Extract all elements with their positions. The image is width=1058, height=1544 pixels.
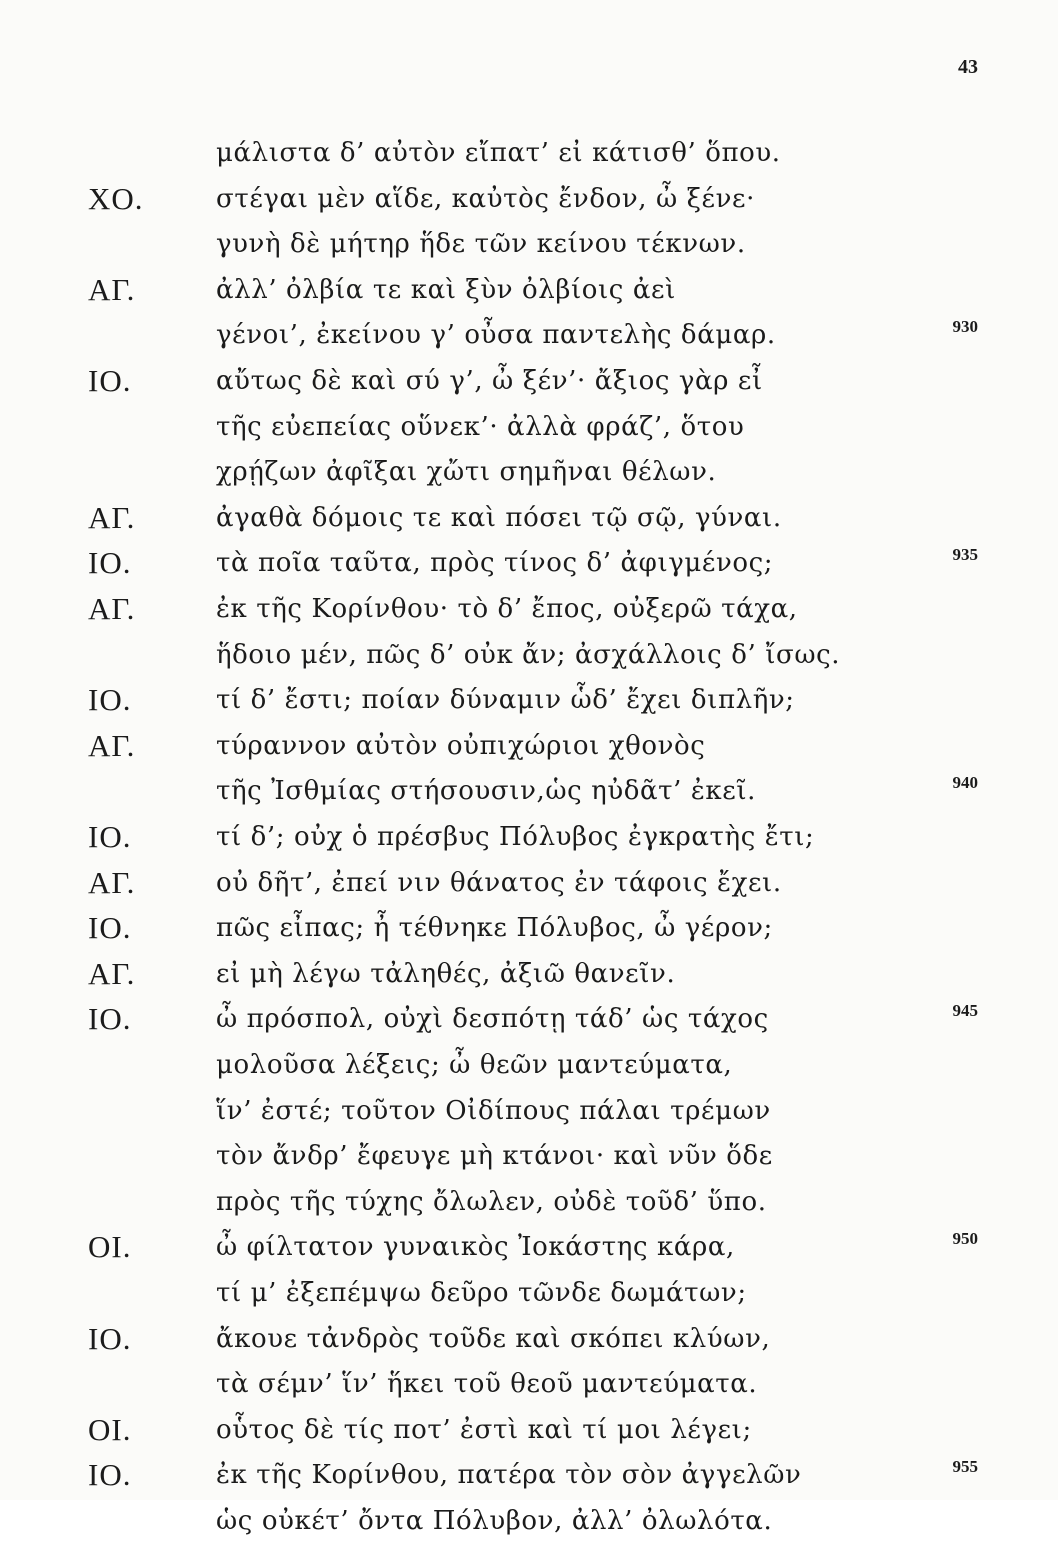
verse-line	[0, 905, 1058, 951]
verse-line	[0, 221, 1058, 267]
verse-line	[0, 1316, 1058, 1362]
verse-line	[0, 1452, 1058, 1498]
speaker-label: ΙΟ.	[88, 545, 132, 581]
speaker-label: ΟΙ.	[88, 1229, 132, 1265]
verse-line	[0, 677, 1058, 723]
verse-line	[0, 540, 1058, 586]
verse-text: στέγαι μὲν αἵδε, καὐτὸς ἔνδον, ὦ ξένε·	[216, 183, 755, 214]
verse-text: ἄκουε τἀνδρὸς τοῦδε καὶ σκόπει κλύων,	[216, 1323, 771, 1354]
verse-text: χρῄζων ἀφῖξαι χὤτι σημῆναι θέλων.	[216, 457, 717, 488]
speaker-label: ΑΓ.	[88, 271, 136, 307]
speaker-label: ΙΟ.	[88, 819, 132, 854]
speaker-label: ΧΟ.	[88, 180, 144, 216]
line-number: 935	[952, 545, 978, 565]
verse-text: ὦ φίλτατον γυναικὸς Ἰοκάστης κάρα,	[216, 1232, 735, 1263]
speaker-label: ΟΙ.	[88, 1411, 132, 1447]
verse-line	[0, 358, 1058, 404]
line-number: 955	[952, 1457, 978, 1477]
verse-text: τύραννον αὐτὸν οὐπιχώριοι χθονὸς	[216, 730, 706, 761]
verse-text: ἵν’ ἐστέ; τοῦτον Οἰδίπους πάλαι τρέμων	[216, 1095, 771, 1126]
line-number: 940	[952, 773, 978, 793]
speaker-label: ΙΟ.	[88, 910, 132, 946]
verse-line	[0, 1042, 1058, 1088]
verse-text: μάλιστα δ’ αὐτὸν εἴπατ’ εἰ κάτισθ’ ὅπου.	[216, 138, 781, 168]
speaker-label: ΑΓ.	[88, 864, 136, 900]
verse-text: τῆς εὐεπείας οὕνεκ’· ἀλλὰ φράζ’, ὅτου	[216, 411, 745, 442]
line-number: 950	[952, 1229, 978, 1249]
verse-line	[0, 814, 1058, 860]
verse-line	[0, 586, 1058, 632]
verse-line	[0, 495, 1058, 541]
verse-line	[0, 1133, 1058, 1179]
verse-text: πρὸς τῆς τύχης ὄλωλεν, οὐδὲ τοῦδ’ ὕπο.	[216, 1186, 767, 1217]
speaker-label: ΑΓ.	[88, 499, 136, 535]
verse-line	[0, 176, 1058, 222]
speaker-label: ΑΓ.	[88, 955, 136, 991]
verse-text: ὦ πρόσπολ, οὐχὶ δεσπότῃ τάδ’ ὡς τάχος	[216, 1004, 769, 1035]
verse-text: ἐκ τῆς Κορίνθου· τὸ δ’ ἔπος, οὐξερῶ τάχα,	[216, 594, 798, 624]
verse-text: αὔτως δὲ καὶ σύ γ’, ὦ ξέν’· ἄξιος γὰρ εἶ	[216, 366, 763, 396]
speaker-label: ΙΟ.	[88, 1001, 132, 1037]
speaker-label: ΙΟ.	[88, 682, 132, 718]
verse-text: τὰ σέμν’ ἵν’ ἥκει τοῦ θεοῦ μαντεύματα.	[216, 1369, 758, 1400]
verse-line	[0, 404, 1058, 450]
line-number: 930	[952, 317, 978, 337]
speaker-label: ΑΓ.	[88, 727, 136, 763]
verse-line	[0, 130, 1058, 176]
page-number: 43	[958, 56, 978, 78]
verse-line	[0, 1498, 1058, 1544]
verse-line	[0, 860, 1058, 906]
verse-line	[0, 1270, 1058, 1316]
verse-text: ὡς οὐκέτ’ ὄντα Πόλυβον, ἀλλ’ ὀλωλότα.	[216, 1506, 773, 1536]
verse-line	[0, 996, 1058, 1042]
verse-text: τί μ’ ἐξεπέμψω δεῦρο τῶνδε δωμάτων;	[216, 1278, 747, 1308]
verse-line	[0, 723, 1058, 769]
verse-line	[0, 267, 1058, 313]
verse-text: οὐ δῆτ’, ἐπεί νιν θάνατος ἐν τάφοις ἔχει.	[216, 867, 782, 898]
verse-text: ἀλλ’ ὀλβία τε καὶ ξὺν ὀλβίοις ἀεὶ	[216, 274, 676, 305]
verse-line	[0, 1361, 1058, 1407]
verse-text: τῆς Ἰσθμίας στήσουσιν,ὡς ηὐδᾶτ’ ἐκεῖ.	[216, 776, 757, 807]
verse-text: μολοῦσα λέξεις; ὦ θεῶν μαντεύματα,	[216, 1050, 733, 1080]
verse-line	[0, 951, 1058, 997]
verse-text: ἀγαθὰ δόμοις τε καὶ πόσει τῷ σῷ, γύναι.	[216, 502, 782, 533]
verse-text: τί δ’; οὐχ ὁ πρέσβυς Πόλυβος ἐγκρατὴς ἔτι;	[216, 822, 815, 852]
verse-text: τί δ’ ἔστι; ποίαν δύναμιν ὧδ’ ἔχει διπλῆν;	[216, 685, 795, 716]
verse-text: γυνὴ δὲ μήτηρ ἥδε τῶν κείνου τέκνων.	[216, 229, 746, 260]
verse-text: τὸν ἄνδρ’ ἔφευγε μὴ κτάνοι· καὶ νῦν ὅδε	[216, 1141, 773, 1172]
verse-line	[0, 1179, 1058, 1225]
verse-text: εἰ μὴ λέγω τἀληθές, ἀξιῶ θανεῖν.	[216, 958, 676, 989]
verse-line	[0, 1407, 1058, 1453]
verse-line	[0, 449, 1058, 495]
speaker-label: ΙΟ.	[88, 1457, 132, 1493]
verse-text: ἐκ τῆς Κορίνθου, πατέρα τὸν σὸν ἀγγελῶν	[216, 1460, 802, 1491]
line-number: 945	[952, 1001, 978, 1021]
verse-text: οὗτος δὲ τίς ποτ’ ἐστὶ καὶ τί μοι λέγει;	[216, 1414, 752, 1445]
verse-text: ἥδοιο μέν, πῶς δ’ οὐκ ἄν; ἀσχάλλοις δ’ ἴσως.	[216, 639, 841, 670]
verse-line	[0, 1224, 1058, 1270]
verse-text: γένοι’, ἐκείνου γ’ οὖσα παντελὴς δάμαρ.	[216, 320, 776, 351]
speaker-label: ΙΟ.	[88, 363, 132, 398]
verse-line	[0, 632, 1058, 678]
verse-line	[0, 1088, 1058, 1134]
speaker-label: ΑΓ.	[88, 591, 136, 626]
verse-line	[0, 312, 1058, 358]
speaker-label: ΙΟ.	[88, 1320, 132, 1356]
verse-text: πῶς εἶπας; ἦ τέθνηκε Πόλυβος, ὦ γέρον;	[216, 913, 773, 944]
verse-line	[0, 768, 1058, 814]
verse-text: τὰ ποῖα ταῦτα, πρὸς τίνος δ’ ἀφιγμένος;	[216, 548, 774, 579]
